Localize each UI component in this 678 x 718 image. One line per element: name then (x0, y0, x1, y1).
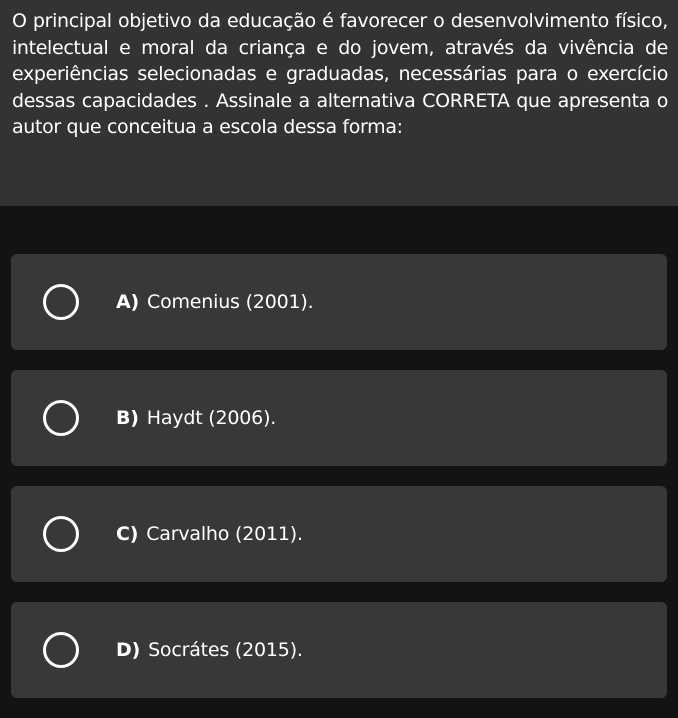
option-d-paren: ) (131, 639, 141, 661)
question-text: O principal objetivo da educação é favorecer o desenvolvimento físico, intelectual e moral da criança e do jovem, através da vivência de experiências selecionadas e graduadas, necessárias para o exercício dessas capacidades . Assinale a alternativa CORRETA que apresenta o autor que conceitua a escola dessa forma: (12, 10, 668, 138)
option-b-paren: ) (130, 407, 139, 429)
option-c-paren: ) (129, 523, 139, 545)
option-c[interactable] (11, 486, 667, 582)
answer-options (11, 254, 667, 718)
option-b-label (116, 407, 276, 429)
option-b-text: Haydt (2006). (146, 407, 277, 429)
option-a-paren: ) (130, 291, 139, 313)
option-a-letter: A (116, 291, 131, 313)
radio-button-a[interactable] (43, 284, 79, 320)
option-c-label (116, 523, 303, 545)
option-c-text: Carvalho (2011). (146, 523, 303, 545)
option-b-letter: B (116, 407, 131, 429)
radio-button-c[interactable] (43, 516, 79, 552)
option-b[interactable] (11, 370, 667, 466)
option-d-label (116, 639, 303, 661)
option-c-letter: C (116, 523, 130, 545)
option-d-letter: D (116, 639, 132, 661)
radio-button-d[interactable] (43, 632, 79, 668)
option-d[interactable] (11, 602, 667, 698)
option-a-label (116, 291, 313, 313)
option-a-text: Comenius (2001). (147, 291, 314, 313)
question-panel (0, 0, 678, 206)
radio-button-b[interactable] (43, 400, 79, 436)
option-d-text: Socrátes (2015). (148, 639, 303, 661)
option-a[interactable] (11, 254, 667, 350)
